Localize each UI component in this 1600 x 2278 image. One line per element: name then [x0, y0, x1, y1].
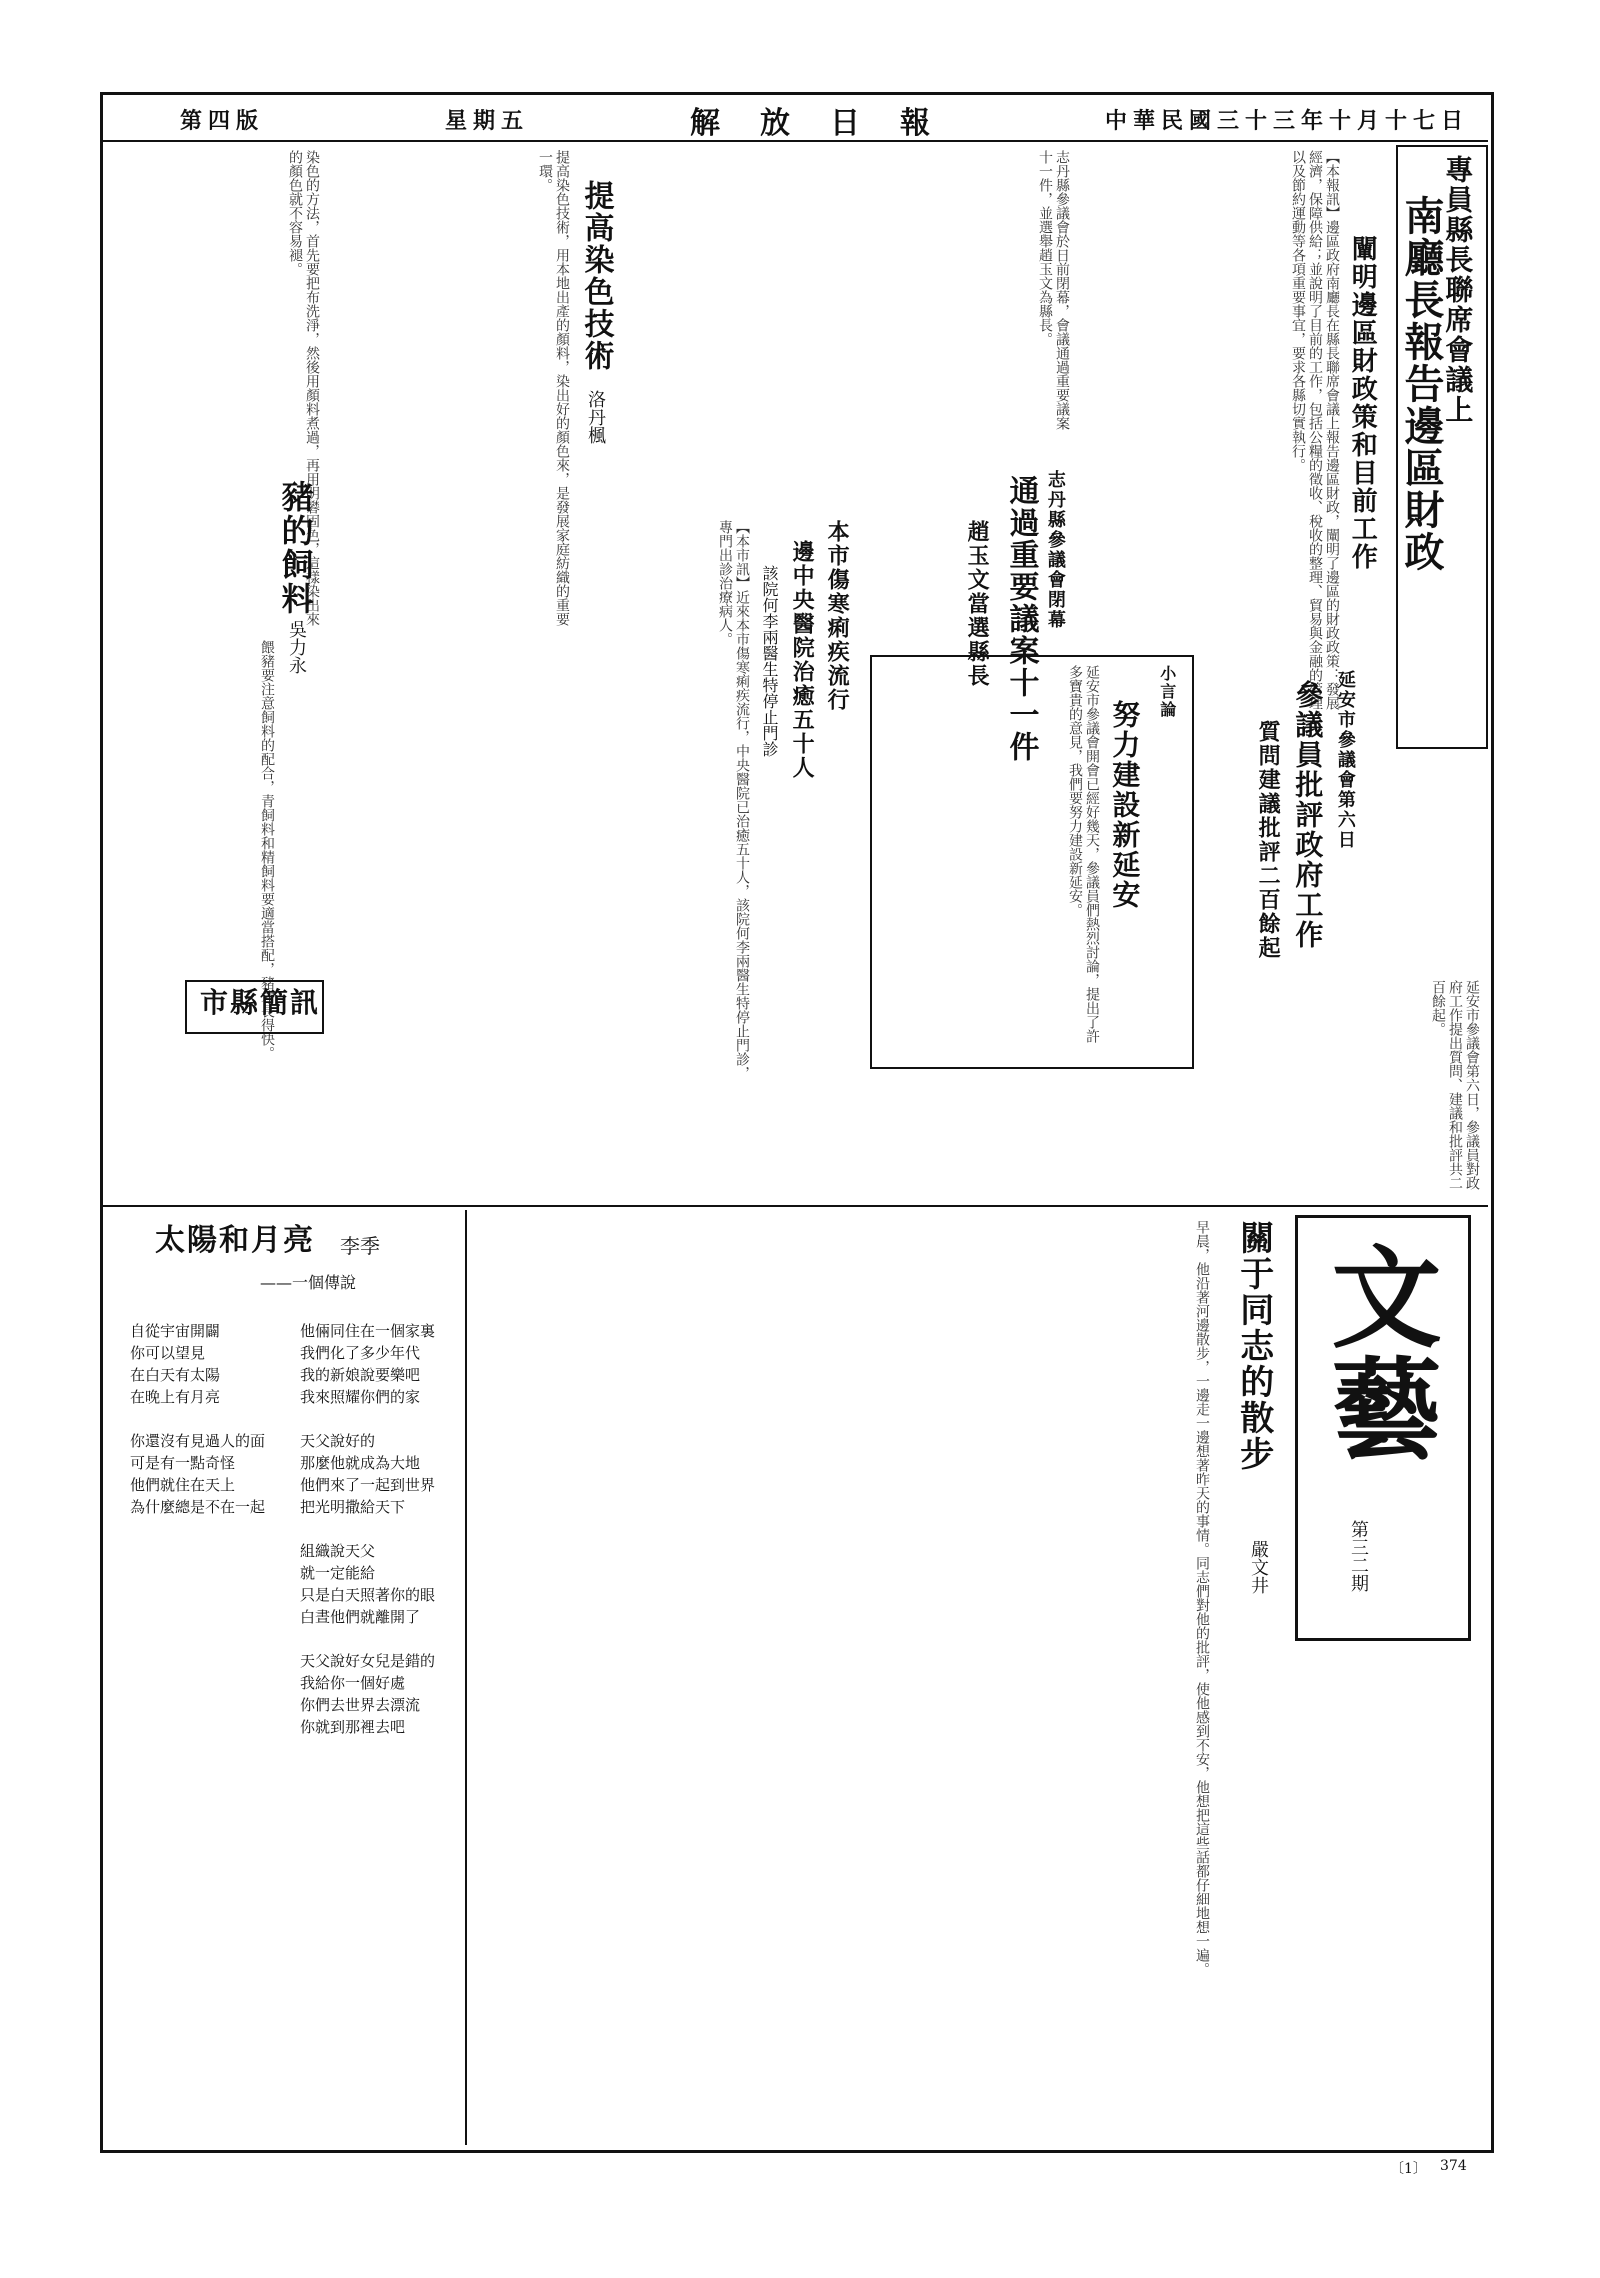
story-body: 早晨，他沿著河邊散步，一邊走一邊想著昨天的事情。同志們對他的批評，使他感到不安，他想把這些話都仔細地想一遍。: [1194, 1220, 1210, 1976]
poem-line: 你們去世界去漂流: [300, 1696, 421, 1714]
poem-line: 我來照耀你們的家: [300, 1388, 421, 1406]
poem-line: 我們化了多少年代: [300, 1344, 421, 1362]
poem-line: 天父說好女兒是錯的: [300, 1652, 436, 1670]
pig-body: 餵豬要注意飼料的配合，青飼料和精飼料要適當搭配，豬才長得快。: [259, 640, 275, 1060]
lead-subhead: 闡明邊區財政策和目前工作: [1347, 235, 1378, 571]
story-title: 關于同志的散步: [1233, 1220, 1274, 1472]
council-subhead: 質問建議批評二百餘起: [1255, 720, 1282, 960]
dye-body: 提高染色技術，用本地出產的顏料，染出好的顏色來，是發展家庭紡織的重要一環。: [537, 150, 570, 626]
issue-weekday: 星期五: [445, 108, 530, 134]
dye-byline: 洛丹楓: [585, 390, 606, 444]
poem-line: 可是有一點奇怪: [130, 1454, 236, 1472]
poem-line: 只是白天照著你的眼: [300, 1586, 436, 1604]
poem-line: 把光明撒給天下: [300, 1498, 406, 1516]
epidemic-note: 該院何李兩醫生特停止門診: [760, 565, 779, 757]
newspaper-title: 解放日報: [690, 106, 970, 141]
section-rule: [100, 1205, 1488, 1207]
poem-line: 你可以望見: [130, 1344, 206, 1362]
poem-line: 那麼他就成為大地: [300, 1454, 421, 1472]
footer-page-number: 〔1〕: [1390, 2161, 1427, 2177]
poem-line: 為什麼總是不在一起: [130, 1498, 266, 1516]
pig-byline: 吳力永: [286, 620, 307, 674]
column-headline: 努力建設新延安: [1108, 700, 1142, 910]
zhidan-note: 趙玉文當選縣長: [964, 520, 991, 688]
zhidan-kicker: 志丹縣參議會閉幕: [1044, 470, 1066, 630]
lead-body: 【本報訊】邊區政府南廳長在縣長聯席會議上報告邊區財政，闡明了邊區的財政政策：發展經濟，保障供給；並說明了目前的工作，包括公糧的徵收、稅收的整理、貿易與金融的管理以及節約運動等各項重要事宜，要求各縣切實執行。: [1290, 150, 1340, 710]
lead-headline: 南廳長報告邊區財政: [1398, 195, 1445, 573]
masthead-rule: [100, 140, 1488, 142]
poem-line: 他倆同住在一個家裏: [300, 1322, 436, 1340]
poem-line: 自從宇宙開闢: [130, 1322, 221, 1340]
council-body: 延安市參議會第六日，參議員對政府工作提出質問、建議和批評共二百餘起。: [1430, 980, 1480, 1190]
poem-left-column: [130, 1320, 290, 1518]
council-kicker: 延安市參議會第六日: [1334, 670, 1356, 850]
story-author: 嚴文井: [1248, 1540, 1269, 1594]
dye-headline: 提高染色技術: [578, 180, 614, 372]
poem-line: 組織說天父: [300, 1542, 376, 1560]
poem-line: 他們來了一起到世界: [300, 1476, 436, 1494]
issue-date: 中華民國三十三年十月十七日: [1105, 108, 1470, 134]
poem-subtitle: ——一個傳說: [260, 1273, 357, 1292]
poem-line: 我的新娘說要樂吧: [300, 1366, 421, 1384]
left-column-body: 染色的方法，首先要把布洗淨，然後用顏料煮過，再用明礬固色，這樣染出來的顏色就不容易褪。: [287, 150, 320, 626]
page-number-label: 第四版: [180, 108, 265, 134]
poem-line: 在白天有太陽: [130, 1366, 221, 1384]
poem-line: 白晝他們就離開了: [300, 1608, 421, 1626]
epidemic-body: 【本市訊】近來本市傷寒痢疾流行，中央醫院已治癒五十人，該院何李兩醫生特停止門診，專門出診治療病人。: [717, 520, 750, 1080]
council-headline: 參議員批評政府工作: [1291, 680, 1325, 950]
epidemic-headline: 本市傷寒痢疾流行: [824, 520, 851, 712]
poem-line: 在晚上有月亮: [130, 1388, 221, 1406]
poem-divider: [465, 1210, 467, 2145]
epidemic-subhead: 邊中央醫院治癒五十人: [789, 540, 816, 780]
poem-line: 我給你一個好處: [300, 1674, 406, 1692]
poem-line: 你還沒有見過人的面: [130, 1432, 266, 1450]
pig-headline: 豬的飼料: [276, 480, 315, 616]
poem-line: 他們就住在天上: [130, 1476, 236, 1494]
column-body: 延安市參議會開會已經好幾天，參議員們熱烈討論，提出了許多寶貴的意見，我們要努力建設新延安。: [1067, 665, 1100, 1043]
poem-title: 太陽和月亮: [155, 1223, 315, 1258]
footer-serial: 374: [1440, 2158, 1467, 2174]
poem-author: 李季: [340, 1234, 380, 1258]
zhidan-headline: 通過重要議案十一件: [1003, 475, 1039, 763]
column-tag: 小言論: [1157, 665, 1177, 719]
poem-right-column: [300, 1320, 460, 1738]
literary-section-title: 文藝: [1313, 1240, 1443, 1464]
zhidan-body: 志丹縣參議會於日前閉幕，會議通過重要議案十一件，並選舉趙玉文為縣長。: [1037, 150, 1070, 430]
city-news-headline: 市縣簡訊: [200, 986, 321, 1019]
poem-line: 你就到那裡去吧: [300, 1718, 406, 1736]
literary-issue: 第三二期: [1348, 1520, 1369, 1592]
lead-kicker: 專員縣長聯席會議上: [1441, 155, 1475, 425]
poem-line: 就一定能給: [300, 1564, 376, 1582]
poem-line: 天父說好的: [300, 1432, 376, 1450]
